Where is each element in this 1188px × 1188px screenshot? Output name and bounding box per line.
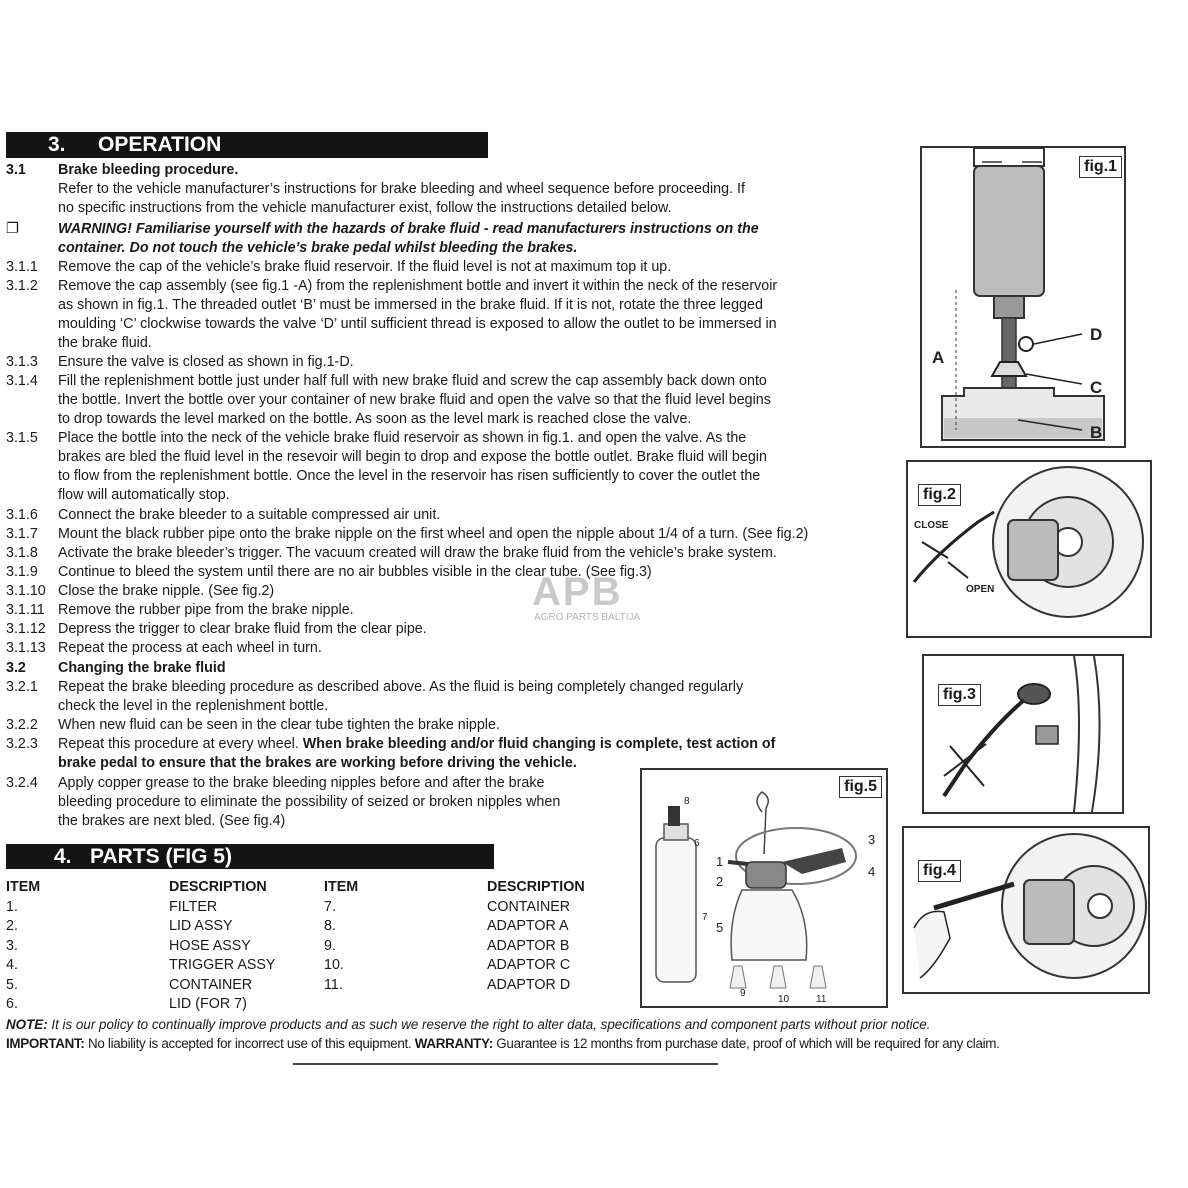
- section-3-number: 3.: [48, 133, 66, 156]
- step-3-1-2-cont-1: as shown in fig.1. The threaded outlet ‘B’ must be immersed in the brake fluid. If it is not, rotate the three legged: [58, 297, 763, 313]
- fig5-num-10: 10: [778, 994, 790, 1005]
- step-number: 3.1.3: [6, 354, 38, 370]
- step-number: 3.1.13: [6, 640, 46, 656]
- step-3-1-7: [6, 525, 808, 544]
- footer-important: [6, 1034, 1000, 1053]
- section-3-header: [6, 132, 488, 158]
- watermark-text: AGRO PARTS BALTIJA: [534, 612, 641, 623]
- parts-item: 4.: [6, 957, 18, 973]
- parts-left-items: [6, 878, 40, 1015]
- step-title: Brake bleeding procedure.: [58, 162, 239, 178]
- fig5-num-7: 7: [702, 912, 708, 923]
- step-number: 3.1.11: [6, 602, 45, 618]
- step-3-1-2: [6, 277, 777, 296]
- step-text: Place the bottle into the neck of the vehicle brake fluid reservoir as shown in fig.1. and open the valve. As the: [58, 430, 747, 446]
- warranty-text: Guarantee is 12 months from purchase date, proof of which will be required for any claim.: [492, 1036, 1000, 1051]
- step-number: 3.1.2: [6, 278, 38, 294]
- step-number: 3.1.1: [6, 259, 38, 275]
- parts-item: 1.: [6, 898, 18, 915]
- step-text: Remove the cap assembly (see fig.1 -A) from the replenishment bottle and invert it within the neck of the reservoir: [58, 278, 778, 294]
- intro-line-1: Refer to the vehicle manufacturer’s instructions for brake bleeding and wheel sequence before proceeding. If: [58, 181, 745, 197]
- step-number: 3.1: [6, 162, 26, 178]
- figure-5-illustration: [642, 770, 886, 1006]
- step-number: 3.1.7: [6, 526, 38, 542]
- parts-desc: ADAPTOR D: [487, 976, 571, 993]
- parts-desc: TRIGGER ASSY: [169, 957, 276, 973]
- parts-item: 11.: [324, 976, 343, 993]
- figure-4-label: fig.4: [918, 860, 961, 882]
- step-number: 3.2.1: [6, 679, 38, 695]
- step-number: 3.1.5: [6, 430, 38, 446]
- note-text: It is our policy to continually improve products and as such we reserve the right to alter data, specifications and component parts without prior notice.: [47, 1017, 931, 1032]
- figure-1-illustration: [922, 148, 1124, 446]
- fig5-num-4: 4: [868, 864, 876, 879]
- step-text: When new fluid can be seen in the clear tube tighten the brake nipple.: [58, 717, 500, 733]
- figure-4-illustration: [904, 828, 1148, 992]
- fig1-label-d: D: [1090, 325, 1103, 344]
- section-4-title: PARTS (FIG 5): [90, 845, 232, 868]
- step-number: 3.2: [6, 660, 26, 676]
- parts-right-descriptions: [487, 878, 585, 995]
- step-number: 3.1.8: [6, 545, 38, 561]
- parts-desc: ADAPTOR A: [487, 918, 569, 934]
- step-text: Remove the cap of the vehicle’s brake fluid reservoir. If the fluid level is not at maximum top it up.: [58, 259, 672, 275]
- step-text: Depress the trigger to clear brake fluid from the clear pipe.: [58, 621, 427, 637]
- step-text: Repeat the process at each wheel in turn.: [58, 640, 322, 656]
- step-3-2-heading: [6, 659, 226, 678]
- fig5-num-5: 5: [716, 920, 724, 935]
- footer-note: [6, 1015, 930, 1034]
- step-text-bold: When brake bleeding and/or fluid changing is complete, test action of: [302, 736, 776, 752]
- warning-line-1: [6, 220, 759, 239]
- step-3-2-1-cont-1: check the level in the replenishment bottle.: [58, 698, 329, 714]
- step-text: Fill the replenishment bottle just under half full with new brake fluid and screw the cap assembly back down onto: [58, 373, 767, 389]
- step-3-1-4: [6, 372, 767, 391]
- step-number: 3.2.2: [6, 717, 38, 733]
- step-text: Repeat this procedure at every wheel.: [58, 736, 303, 752]
- step-text: Mount the black rubber pipe onto the brake nipple on the first wheel and open the nipple about 1/4 of a turn. (See fig.2): [58, 526, 809, 542]
- step-title: Changing the brake fluid: [58, 660, 226, 676]
- parts-item: 8.: [324, 918, 336, 934]
- parts-left-descriptions: [169, 878, 275, 1015]
- parts-item-header: ITEM: [324, 879, 359, 895]
- intro-line-2: no specific instructions from the vehicle manufacturer exist, follow the instructions detailed below.: [58, 200, 672, 216]
- fig5-num-9: 9: [740, 988, 746, 999]
- fig1-label-b: B: [1090, 423, 1103, 442]
- parts-right-items: [324, 878, 358, 995]
- fig2-open-label: OPEN: [966, 584, 995, 595]
- important-text: No liability is accepted for incorrect use of this equipment.: [84, 1036, 415, 1051]
- step-text: Apply copper grease to the brake bleeding nipples before and after the brake: [58, 775, 545, 791]
- step-text: Repeat the brake bleeding procedure as described above. As the fluid is being completely changed regularly: [58, 679, 744, 695]
- parts-desc: ADAPTOR C: [487, 957, 571, 973]
- fig5-num-3: 3: [868, 832, 876, 847]
- step-3-1-3: [6, 353, 354, 372]
- parts-desc-header: DESCRIPTION: [487, 879, 585, 895]
- watermark-logo: APB: [532, 570, 623, 614]
- step-3-1-1: [6, 258, 671, 277]
- figure-1: [920, 146, 1126, 448]
- fig5-num-2: 2: [716, 874, 724, 889]
- parts-desc-header: DESCRIPTION: [169, 879, 267, 895]
- step-3-1-5-cont-1: brakes are bled the fluid level in the resevoir will begin to drop and expose the bottle outlet. Brake fluid will begin: [58, 449, 767, 465]
- step-number: 3.1.10: [6, 583, 46, 599]
- step-3-1-2-cont-3: the brake fluid.: [58, 335, 152, 351]
- step-3-1-10: [6, 582, 274, 601]
- step-3-1-heading: [6, 161, 238, 180]
- warning-line-2: container. Do not touch the vehicle’s brake pedal whilst bleeding the brakes.: [58, 240, 578, 256]
- step-3-1-13: [6, 639, 322, 658]
- step-3-2-3: [6, 735, 775, 754]
- step-3-1-2-cont-2: moulding ‘C’ clockwise towards the valve ‘D’ until sufficient thread is exposed to allow the outlet to be immersed in: [58, 316, 777, 332]
- section-4-header: [6, 844, 494, 869]
- step-3-1-4-cont-1: the bottle. Invert the bottle over your container of new brake fluid and open the valve so that the fluid level begins: [58, 392, 771, 408]
- parts-item: 7.: [324, 898, 336, 915]
- step-text: Connect the brake bleeder to a suitable compressed air unit.: [58, 507, 441, 523]
- figure-5: [640, 768, 888, 1008]
- step-3-2-4-cont-2: the brakes are next bled. (See fig.4): [58, 813, 286, 829]
- step-3-1-4-cont-2: to drop towards the level marked on the bottle. As soon as the level mark is reached close the valve.: [58, 411, 692, 427]
- warranty-label: WARRANTY:: [414, 1036, 493, 1051]
- fig2-close-label: CLOSE: [914, 520, 949, 531]
- step-number: 3.2.4: [6, 775, 38, 791]
- parts-desc: LID ASSY: [169, 918, 233, 934]
- step-3-1-5-cont-2: to flow from the replenishment bottle. Once the level in the reservoir has risen sufficiently to cover the outlet the: [58, 468, 761, 484]
- parts-desc: LID (FOR 7): [169, 996, 247, 1012]
- footer-rule: [293, 1063, 718, 1065]
- fig1-label-a: A: [932, 348, 945, 367]
- parts-item: 3.: [6, 937, 18, 954]
- parts-desc: FILTER: [169, 898, 218, 915]
- figure-3: [922, 654, 1124, 814]
- step-3-2-1: [6, 678, 743, 697]
- note-label: NOTE:: [6, 1017, 48, 1032]
- parts-desc: ADAPTOR B: [487, 937, 570, 954]
- parts-item-header: ITEM: [6, 879, 41, 895]
- figure-2: [906, 460, 1152, 638]
- step-text: Continue to bleed the system until there are no air bubbles visible in the clear tube. (See fig.3): [58, 564, 652, 580]
- fig1-label-c: C: [1090, 378, 1103, 397]
- parts-item: 2.: [6, 918, 18, 934]
- figure-5-label: fig.5: [839, 776, 882, 798]
- figure-2-label: fig.2: [918, 484, 961, 506]
- parts-item: 5.: [6, 976, 18, 993]
- fig5-num-8: 8: [684, 796, 690, 807]
- section-3-title: OPERATION: [98, 133, 222, 156]
- parts-desc: HOSE ASSY: [169, 937, 251, 954]
- step-3-1-5-cont-3: flow will automatically stop.: [58, 487, 230, 503]
- step-3-1-8: [6, 544, 777, 563]
- step-3-1-6: [6, 506, 440, 525]
- figure-1-label: fig.1: [1079, 156, 1122, 178]
- step-text: Close the brake nipple. (See fig.2): [58, 583, 275, 599]
- step-text: Activate the brake bleeder’s trigger. The vacuum created will draw the brake fluid from the vehicle’s brake system.: [58, 545, 777, 561]
- step-3-1-5: [6, 429, 746, 448]
- parts-item: 9.: [324, 937, 336, 954]
- parts-item: 10.: [324, 957, 344, 973]
- step-number: 3.2.3: [6, 736, 38, 752]
- fig5-num-1: 1: [716, 854, 724, 869]
- fig5-num-6: 6: [694, 838, 700, 849]
- step-3-2-4: [6, 774, 544, 793]
- step-text: Ensure the valve is closed as shown in fig.1-D.: [58, 354, 354, 370]
- figure-4: [902, 826, 1150, 994]
- step-3-1-11: [6, 601, 354, 620]
- parts-item: 6.: [6, 996, 18, 1012]
- figure-3-label: fig.3: [938, 684, 981, 706]
- step-number: 3.1.12: [6, 621, 46, 637]
- step-3-2-2: [6, 716, 500, 735]
- section-4-number: 4.: [54, 845, 72, 868]
- figure-3-illustration: [924, 656, 1122, 812]
- parts-desc: CONTAINER: [487, 898, 571, 915]
- step-number: 3.1.9: [6, 564, 38, 580]
- parts-desc: CONTAINER: [169, 976, 253, 993]
- step-number: 3.1.4: [6, 373, 38, 389]
- step-text: Remove the rubber pipe from the brake nipple.: [58, 602, 354, 618]
- warning-symbol: ❐: [6, 221, 19, 237]
- step-3-2-4-cont-1: bleeding procedure to eliminate the possibility of seized or broken nipples when: [58, 794, 561, 810]
- fig5-num-11: 11: [816, 994, 827, 1005]
- warning-text: WARNING! Familiarise yourself with the hazards of brake fluid - read manufacturers instructions on the: [58, 221, 759, 237]
- important-label: IMPORTANT:: [6, 1036, 85, 1051]
- step-3-1-12: [6, 620, 427, 639]
- step-number: 3.1.6: [6, 507, 38, 523]
- step-3-2-3-cont-1: brake pedal to ensure that the brakes are working before driving the vehicle.: [58, 755, 577, 771]
